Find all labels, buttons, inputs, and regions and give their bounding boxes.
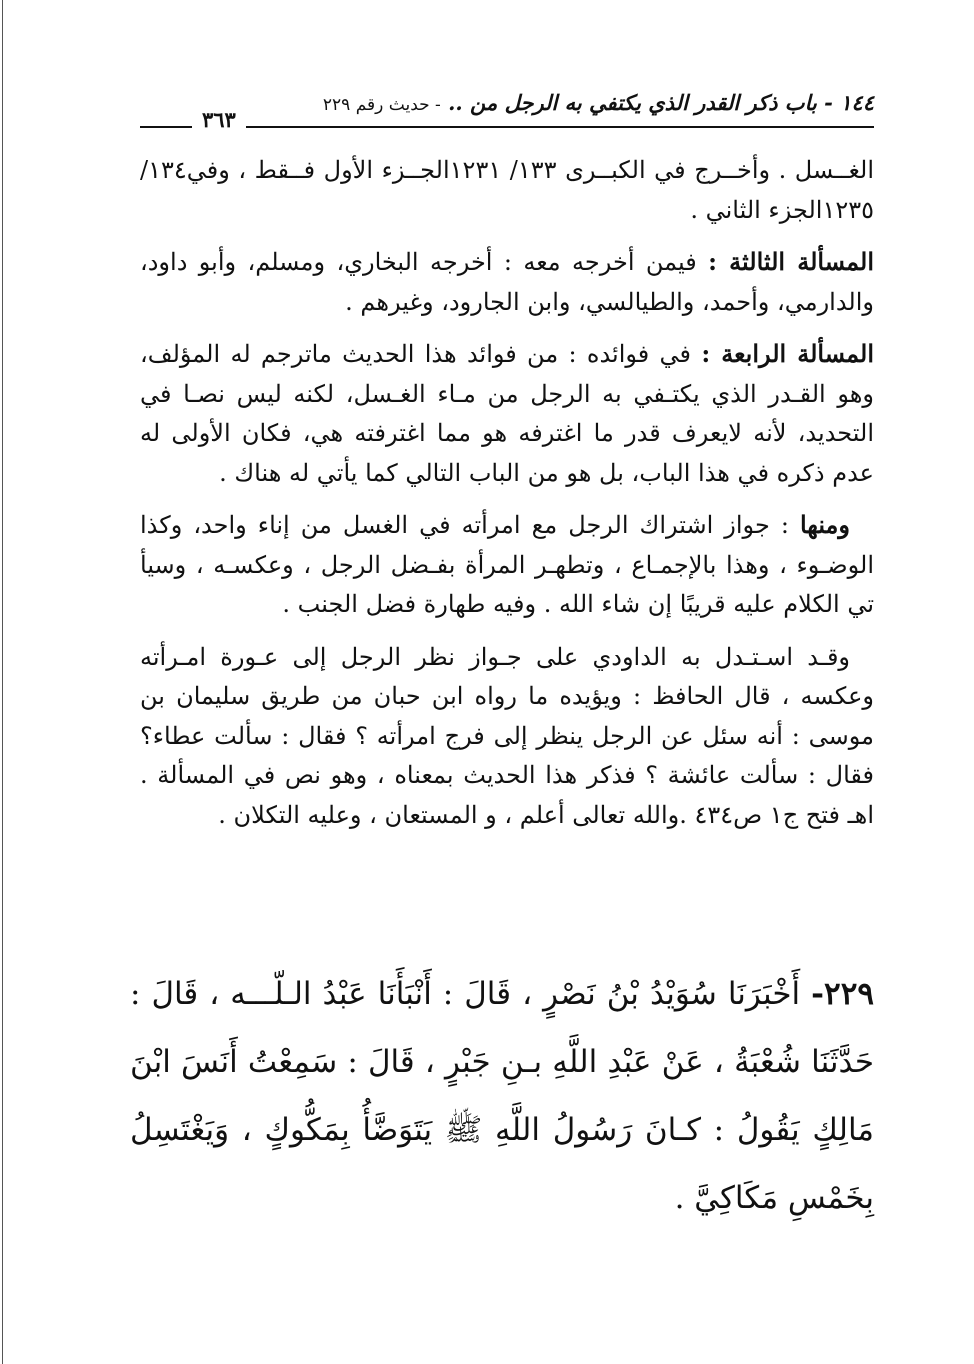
paragraph-lead: ومنها (799, 510, 850, 539)
hadith-number: ٢٢٩- (811, 976, 874, 1012)
paragraph-lead: المسألة الرابعة : (701, 339, 875, 368)
paragraph-text: : جواز اشتراك الرجل مع امرأته في الغسل من إناء واحد، وكذا الوضـوء ، وهذا بالإجمـاع ، وتطهـر المرأة بفـضل الرجل ، وعكسـه ، وسيأ تي الكلام عليه قريبًا إن شاء الله . وفيه طهارة فضل الجنب . (140, 511, 874, 618)
paragraph-benefits (140, 505, 874, 625)
page-edge-line (2, 0, 3, 1364)
commentary-body (140, 150, 874, 847)
paragraph-fourth-issue (140, 334, 874, 493)
hadith-body: أَخْبَرَنَا سُوَيْدُ بْنُ نَصْرٍ ، قَالَ : أَنْبَأَنَا عَبْدُ الـلّـــه ، قَالَ : حَدَّثَنَا شُعْبَةُ ، عَنْ عَبْدِ اللَّهِ بـنِ جَبْرٍ ، قَالَ : سَمِعْتُ أَنَسَ ابْنَ مَالِكٍ يَقُولُ : كـانَ رَسُولُ اللَّهِ ﷺ يَتَوَضَّأُ بِمَكُّوكٍ ، وَيَغْتَسِلُ بِخَمْسِ مَكَاكِيَّ . (130, 976, 874, 1216)
paragraph-text: في فوائده : من فوائد هذا الحديث ماترجم له المؤلف، وهو القـدر الذي يكتـفي به الرجل من مـاء الغـسل، لكنه ليس نصـا في التحديد، لأنه لايعرف قدر ما اغترفه هو مما اغترفته هي، فكان الأولى له عدم ذكره في هذا الباب، بل هو من الباب التالي كما يأتي له هناك . (140, 340, 874, 487)
page-number: ٣٦٣ (192, 108, 246, 132)
header-title (323, 90, 874, 115)
hadith-reference: - حديث رقم ٢٢٩ (322, 95, 441, 115)
paragraph-text: الغــسل . وأخــرج في الكبــرى ١٣٣/ ١٢٣١الجــزء الأول فــقط ، وفي١٣٤/ ١٢٣٥الجزء الثاني . (140, 156, 875, 224)
paragraph-evidence (140, 637, 874, 836)
paragraph-text: وقـد اسـتـدل به الداودي على جـواز نظر الرجل إلى عـورة امـرأته وعكسه ، قال الحافظ : ويؤيده ما رواه ابن حبان من طريق سليمان بن موسى : أنه سئل عن الرجل ينظر إلى فرج امرأته ؟ فقال : سألت عطاء؟ فقال : سألت عائشة ؟ فذكر هذا الحديث بمعناه ، وهو نص في المسألة . اهـ فتح ج١ ص٤٣٤ .والله تعالى أعلم ، و المستعان ، وعليه التكلان . (140, 642, 874, 829)
chapter-title: ١٤٤ - باب ذكر القدر الذي يكتفي به الرجل من .. (448, 90, 874, 115)
paragraph-continuation (140, 150, 874, 230)
header-rule (140, 126, 874, 128)
paragraph-lead: المسألة الثالثة : (708, 247, 874, 276)
paragraph-third-issue (140, 242, 874, 322)
running-header (140, 86, 874, 132)
paragraph-text: فيمن أخرجه معه : أخرجه البخاري، ومسلم، وأبو داود، والدارمي، وأحمد، والطيالسي، وابن الجارود، وغيرهم . (140, 248, 874, 316)
hadith-text (130, 960, 874, 1232)
